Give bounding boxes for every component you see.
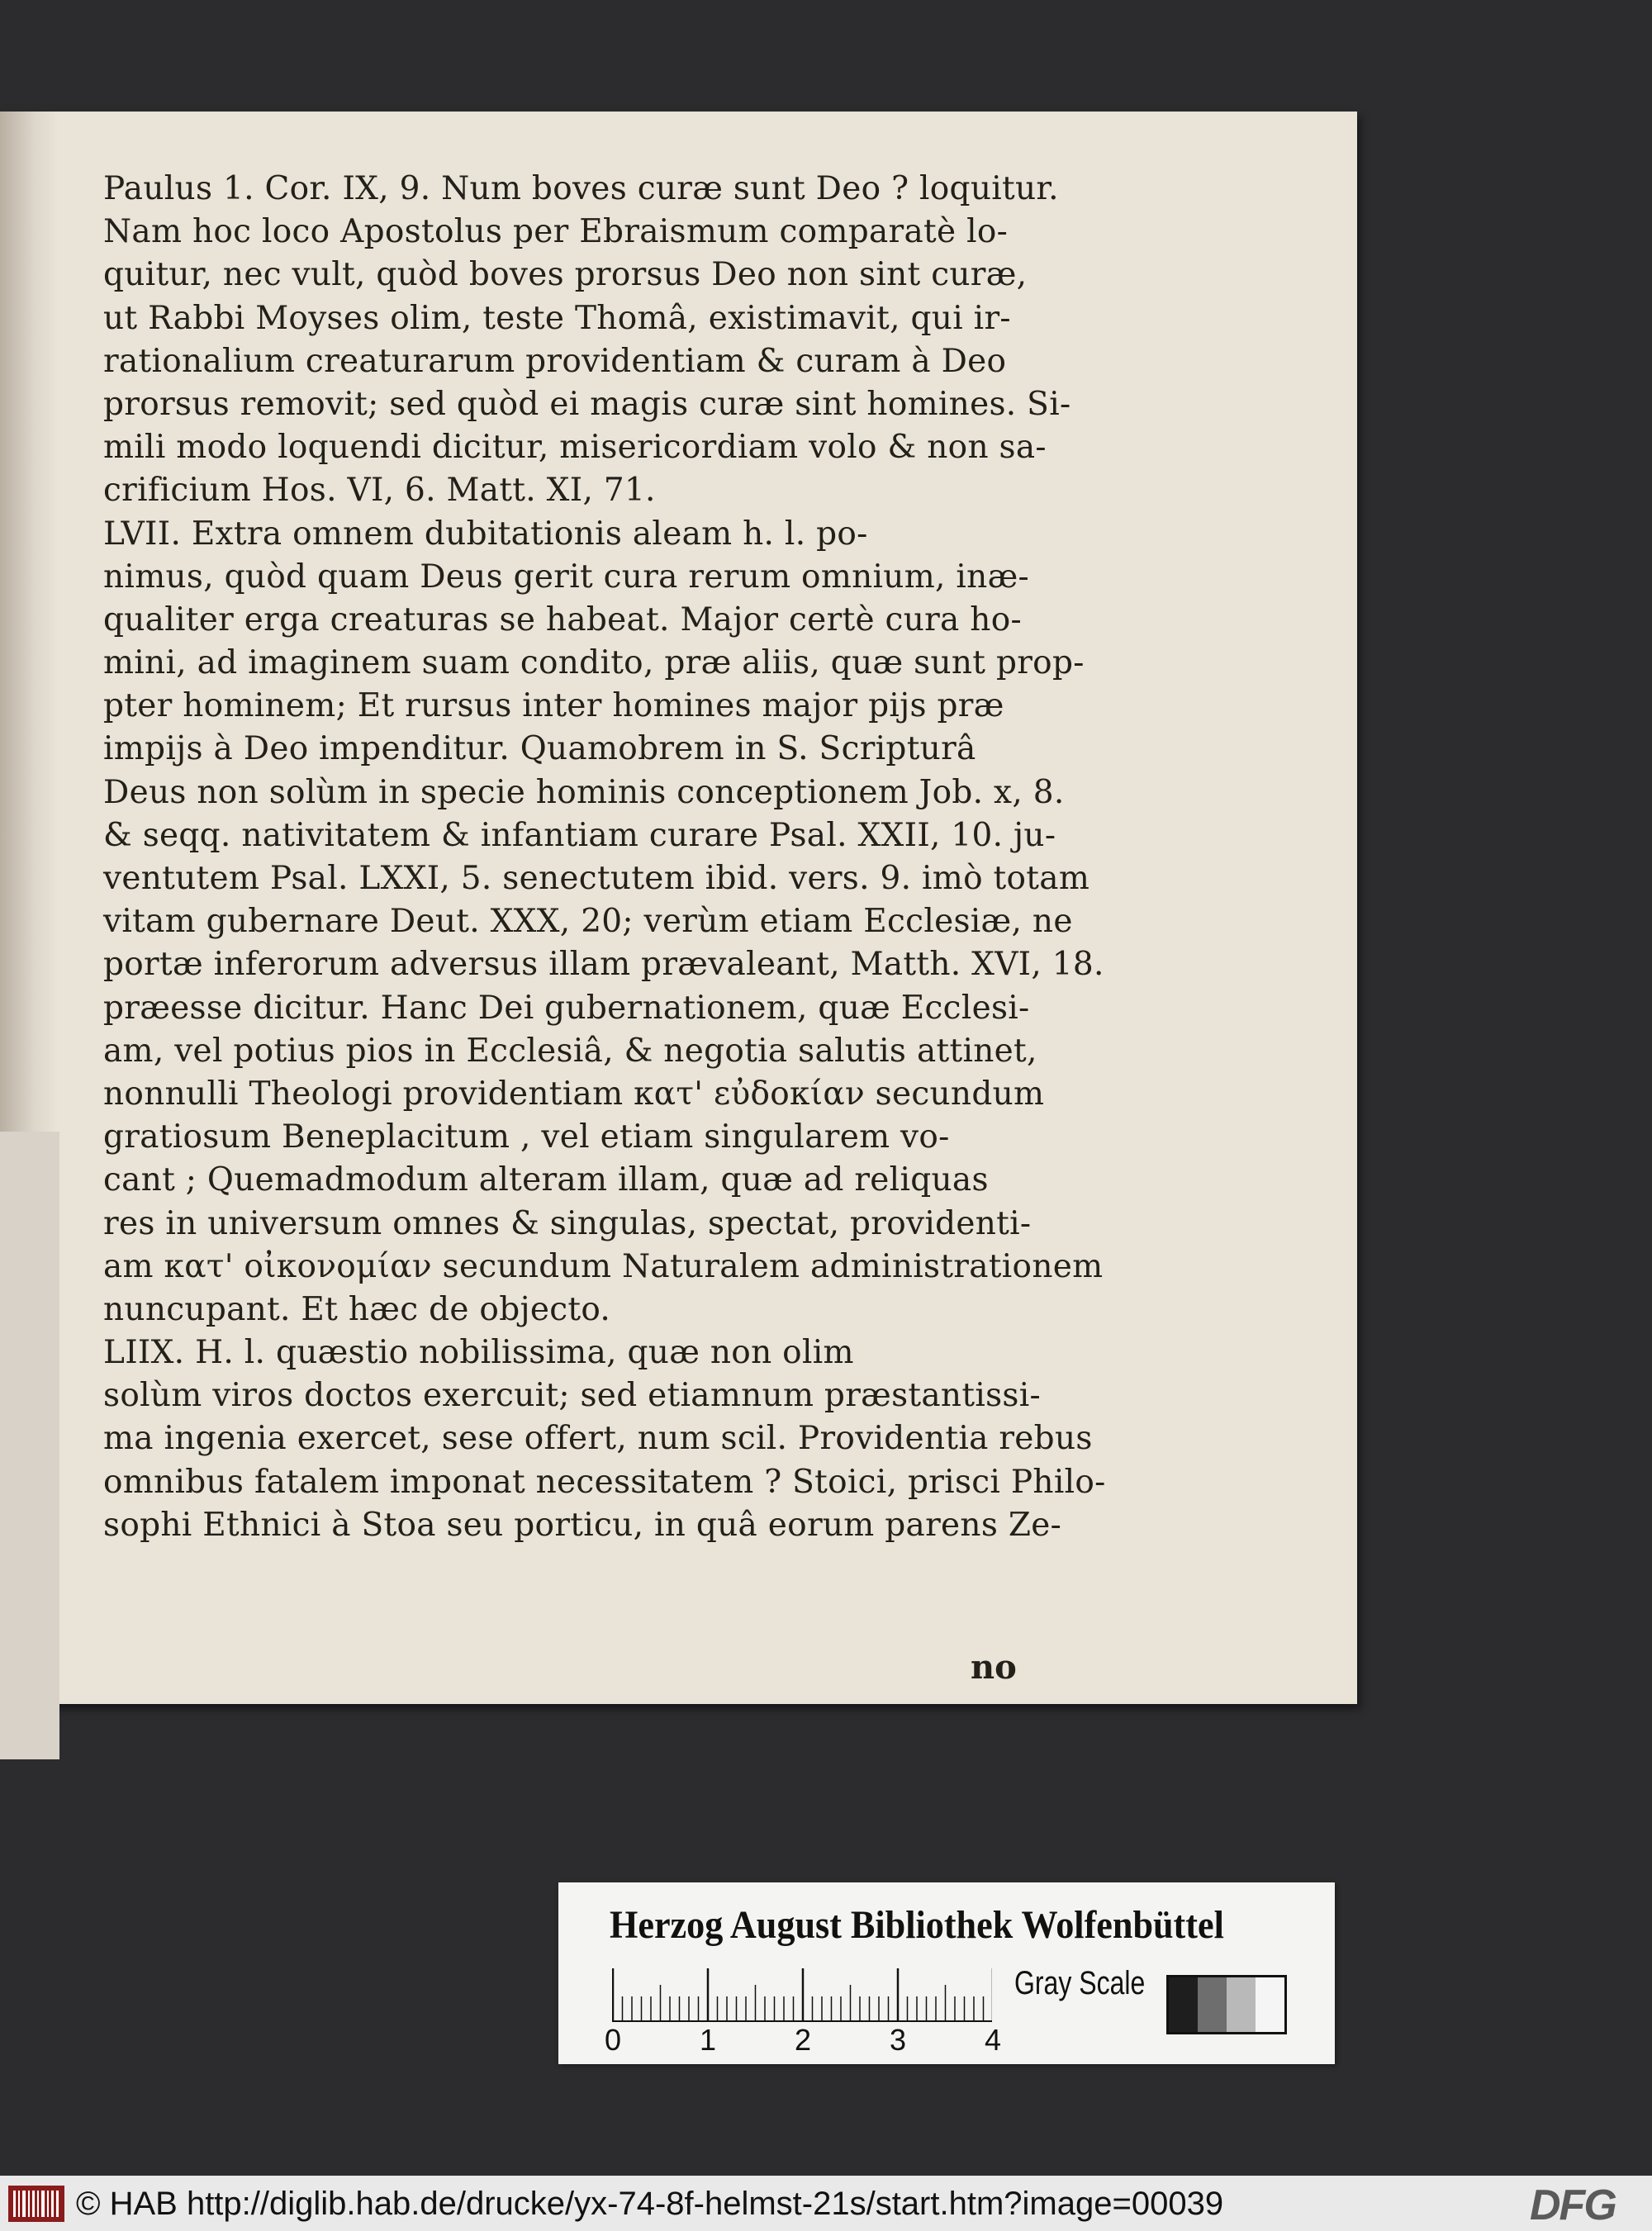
ruler-number: 1	[700, 2023, 717, 2057]
gray-swatch	[1227, 1977, 1256, 2032]
gray-swatch	[1198, 1977, 1227, 2032]
text-line: am, vel potius pios in Ecclesiâ, & negotia salutis attinet,	[103, 1032, 1037, 1070]
text-line: solùm viros doctos exercuit; sed etiamnum præstantissi-	[103, 1377, 1041, 1415]
text-line: præesse dicitur. Hanc Dei gubernationem, quæ Ecclesi-	[103, 989, 1030, 1027]
text-line: am κατ' οἰκονομίαν secundum Naturalem administrationem	[103, 1247, 1104, 1285]
text-line: mili modo loquendi dicitur, misericordiam volo & non sa-	[103, 429, 1047, 467]
text-line: cant ; Quemadmodum alteram illam, quæ ad reliquas	[103, 1161, 989, 1199]
text-line: pter hominem; Et rursus inter homines major pijs præ	[103, 687, 1004, 725]
page-text-block	[103, 168, 1106, 1547]
text-line: LIIX. H. l. quæstio nobilissima, quæ non olim	[103, 1334, 854, 1372]
text-line: qualiter erga creaturas se habeat. Major certè cura ho-	[103, 600, 1022, 638]
ruler-number: 2	[795, 2023, 812, 2057]
color-scale-card	[558, 1882, 1335, 2064]
text-line: rationalium creaturarum providentiam & curam à Deo	[103, 342, 1007, 380]
text-line: LVII. Extra omnem dubitationis aleam h. l. po-	[103, 515, 868, 553]
text-line: nimus, quòd quam Deus gerit cura rerum omnium, inæ-	[103, 558, 1030, 596]
dfg-logo: DFG	[1530, 2181, 1616, 2229]
footer-bar	[0, 2176, 1652, 2231]
text-line: Paulus 1. Cor. IX, 9. Num boves curæ sunt Deo ? loquitur.	[103, 170, 1059, 207]
text-line: ut Rabbi Moyses olim, teste Thomâ, existimavit, qui ir-	[103, 299, 1011, 337]
text-line: prorsus removit; sed quòd ei magis curæ sint homines. Si-	[103, 385, 1071, 423]
ruler-number: 4	[985, 2023, 1002, 2057]
text-line: vitam gubernare Deut. XXX, 20; verùm etiam Ecclesiæ, ne	[103, 903, 1073, 941]
text-line: Deus non solùm in specie hominis conceptionem Job. x, 8.	[103, 773, 1065, 811]
library-name: Herzog August Bibliothek Wolfenbüttel	[610, 1903, 1224, 1947]
text-line: portæ inferorum adversus illam prævaleant, Matth. XVI, 18.	[103, 946, 1104, 984]
text-line: res in universum omnes & singulas, spectat, providenti-	[103, 1204, 1032, 1242]
footer-credit-link[interactable]: © HAB http://diglib.hab.de/drucke/yx-74-8f-helmst-21s/start.htm?image=00039	[76, 2186, 1224, 2222]
text-line: & seqq. nativitatem & infantiam curare Psal. XXII, 10. ju-	[103, 816, 1056, 854]
text-line: impijs à Deo impenditur. Quamobrem in S. Scripturâ	[103, 730, 976, 768]
catchword: no	[971, 1648, 1017, 1687]
gray-scale-swatches	[1166, 1975, 1287, 2034]
book-page	[0, 112, 1357, 1704]
text-line: mini, ad imaginem suam condito, præ aliis, quæ sunt prop-	[103, 644, 1085, 682]
ruler-number: 0	[605, 2023, 622, 2057]
page-edge-strip	[0, 1132, 59, 1759]
text-line: nonnulli Theologi providentiam κατ' εὐδοκίαν secundum	[103, 1075, 1045, 1113]
ruler-number: 3	[890, 2023, 907, 2057]
text-line: ma ingenia exercet, sese offert, num scil. Providentia rebus	[103, 1420, 1093, 1458]
text-line: Nam hoc loco Apostolus per Ebraismum comparatè lo-	[103, 213, 1009, 251]
text-line: gratiosum Beneplacitum , vel etiam singularem vo-	[103, 1118, 950, 1156]
text-line: omnibus fatalem imponat necessitatem ? Stoici, prisci Philo-	[103, 1463, 1106, 1501]
gray-swatch	[1169, 1977, 1198, 2032]
text-line: quitur, nec vult, quòd boves prorsus Deo non sint curæ,	[103, 256, 1028, 294]
gray-scale-label: Gray Scale	[1014, 1965, 1146, 2001]
text-line: crificium Hos. VI, 6. Matt. XI, 71.	[103, 472, 656, 510]
text-line: sophi Ethnici à Stoa seu porticu, in quâ eorum parens Ze-	[103, 1506, 1062, 1544]
text-line: ventutem Psal. LXXI, 5. senectutem ibid. vers. 9. imò totam	[103, 860, 1090, 897]
text-line: nuncupant. Et hæc de objecto.	[103, 1290, 611, 1328]
gray-swatch	[1256, 1977, 1284, 2032]
barcode-icon	[8, 2186, 64, 2222]
